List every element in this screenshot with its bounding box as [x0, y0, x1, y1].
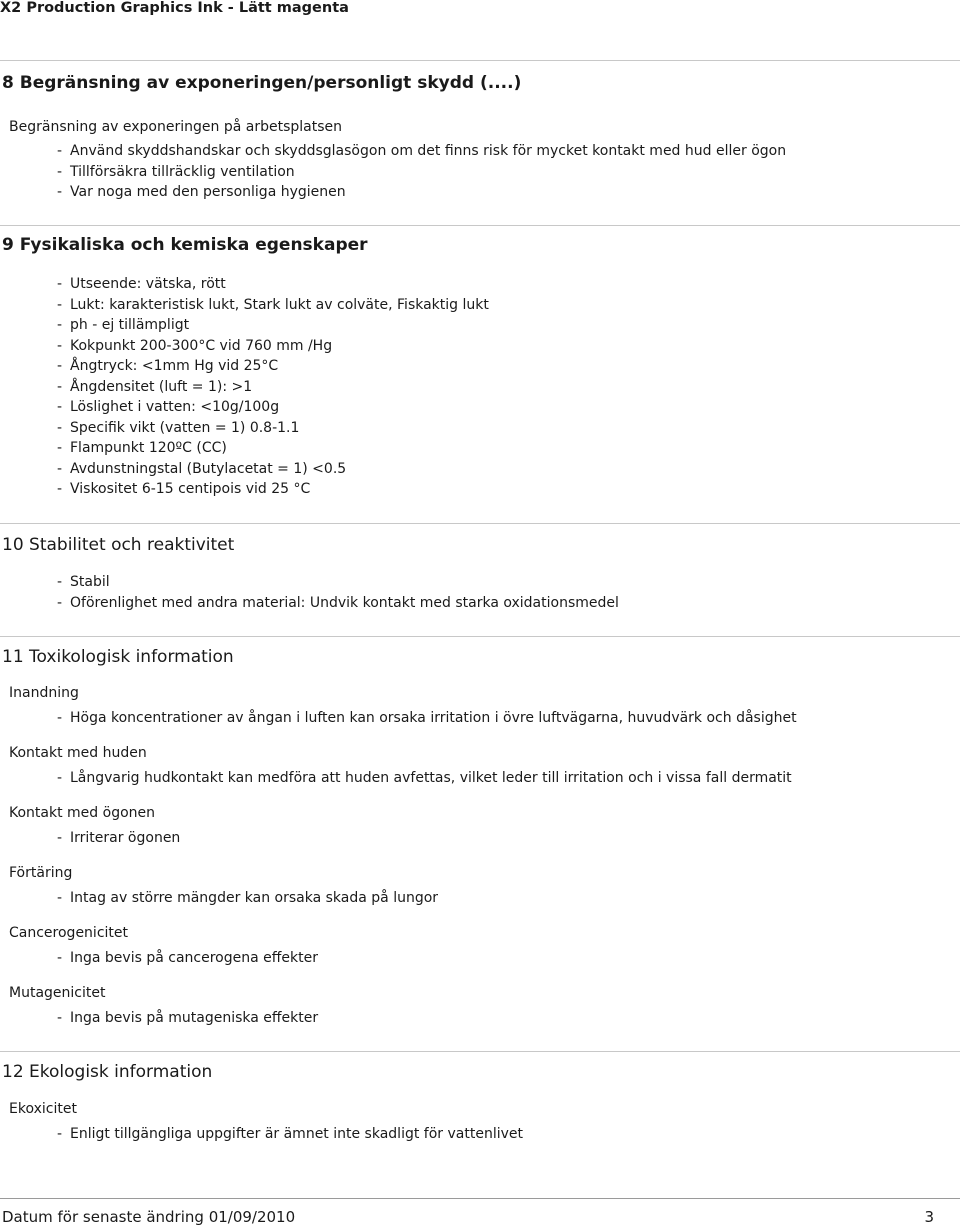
tox-list-mutagenicity: [57, 1008, 318, 1029]
tox-list-inhalation: [57, 708, 797, 729]
eco-list: [57, 1124, 523, 1145]
list-dash: -: [57, 460, 63, 477]
list-item: - Ångdensitet (luft = 1): >1: [57, 377, 489, 398]
list-item: - Irriterar ögonen: [57, 828, 180, 849]
revision-date: Datum för senaste ändring 01/09/2010: [2, 1208, 296, 1226]
list-dash: -: [57, 440, 63, 456]
list-item: - Oförenlighet med andra material: Undvik kontakt med starka oxidationsmedel: [57, 593, 619, 614]
section-divider: [0, 636, 960, 637]
tox-list-skin: [57, 768, 792, 789]
list-dash: -: [57, 296, 63, 313]
list-dash: -: [57, 143, 63, 159]
document-header-title: X2 Production Graphics Ink - Lätt magenta: [0, 0, 349, 16]
section-divider: [0, 225, 960, 226]
list-item: - Lukt: karakteristisk lukt, Stark lukt av colväte, Fiskaktig lukt: [57, 295, 489, 316]
section-10-list: [57, 572, 619, 613]
tox-heading-skin: Kontakt med huden: [9, 745, 147, 761]
list-dash: -: [57, 594, 63, 611]
list-dash: -: [57, 770, 63, 786]
list-item: - Inga bevis på cancerogena effekter: [57, 948, 318, 969]
header-divider: [0, 60, 960, 61]
section-divider: [0, 523, 960, 524]
eco-heading: Ekoxicitet: [9, 1101, 77, 1117]
list-item: - Avdunstningstal (Butylacetat = 1) <0.5: [57, 459, 489, 480]
list-dash: -: [57, 950, 63, 966]
tox-heading-eyes: Kontakt med ögonen: [9, 805, 156, 821]
list-item: - Löslighet i vatten: <10g/100g: [57, 397, 489, 418]
list-dash: -: [57, 481, 63, 497]
list-item: - Tillförsäkra tillräcklig ventilation: [57, 162, 786, 183]
list-dash: -: [57, 358, 63, 374]
section-8-subheading: Begränsning av exponeringen på arbetsplatsen: [9, 119, 342, 135]
list-dash: -: [57, 890, 63, 906]
list-dash: -: [57, 184, 63, 200]
list-item: - ph - ej tillämpligt: [57, 315, 489, 336]
section-11-title: 11 Toxikologisk information: [2, 647, 234, 667]
tox-list-eyes: [57, 828, 180, 849]
tox-heading-inhalation: Inandning: [9, 685, 79, 701]
list-item: - Stabil: [57, 572, 619, 593]
list-item: - Höga koncentrationer av ångan i luften kan orsaka irritation i övre luftvägarna, huvudvärk och dåsighet: [57, 708, 797, 729]
section-10-title: 10 Stabilitet och reaktivitet: [2, 535, 235, 555]
list-item: - Kokpunkt 200-300°C vid 760 mm /Hg: [57, 336, 489, 357]
list-dash: -: [57, 710, 63, 726]
list-dash: -: [57, 574, 63, 590]
list-dash: -: [57, 399, 63, 415]
section-9-title: 9 Fysikaliska och kemiska egenskaper: [2, 235, 368, 255]
list-item: - Inga bevis på mutageniska effekter: [57, 1008, 318, 1029]
list-item: - Utseende: vätska, rött: [57, 274, 489, 295]
list-item: - Långvarig hudkontakt kan medföra att huden avfettas, vilket leder till irritation och i vissa fall dermatit: [57, 768, 792, 789]
section-8-list: [57, 141, 786, 203]
list-item: - Använd skyddshandskar och skyddsglasögon om det finns risk för mycket kontakt med hud eller ögon: [57, 141, 786, 162]
section-divider: [0, 1051, 960, 1052]
list-dash: -: [57, 1010, 63, 1026]
page-number: 3: [924, 1208, 934, 1226]
section-12-title: 12 Ekologisk information: [2, 1062, 213, 1082]
list-dash: -: [57, 830, 63, 846]
footer-divider: [0, 1198, 960, 1199]
list-item: - Intag av större mängder kan orsaka skada på lungor: [57, 888, 438, 909]
list-item: - Var noga med den personliga hygienen: [57, 182, 786, 203]
list-item: - Viskositet 6-15 centipois vid 25 °C: [57, 479, 489, 500]
tox-heading-mutagenicity: Mutagenicitet: [9, 985, 106, 1001]
list-dash: -: [57, 378, 63, 395]
list-dash: -: [57, 276, 63, 292]
list-dash: -: [57, 419, 63, 436]
tox-heading-ingestion: Förtäring: [9, 865, 73, 881]
list-dash: -: [57, 337, 63, 354]
tox-list-carcinogenicity: [57, 948, 318, 969]
list-dash: -: [57, 163, 63, 180]
section-8-title: 8 Begränsning av exponeringen/personligt skydd (....): [2, 73, 522, 93]
list-item: - Specifik vikt (vatten = 1) 0.8-1.1: [57, 418, 489, 439]
list-item: - Enligt tillgängliga uppgifter är ämnet inte skadligt för vattenlivet: [57, 1124, 523, 1145]
list-dash: -: [57, 1126, 63, 1142]
section-9-list: [57, 274, 489, 500]
list-item: - Ångtryck: <1mm Hg vid 25°C: [57, 356, 489, 377]
tox-list-ingestion: [57, 888, 438, 909]
list-item: - Flampunkt 120ºC (CC): [57, 438, 489, 459]
tox-heading-carcinogenicity: Cancerogenicitet: [9, 925, 128, 941]
list-dash: -: [57, 317, 63, 333]
